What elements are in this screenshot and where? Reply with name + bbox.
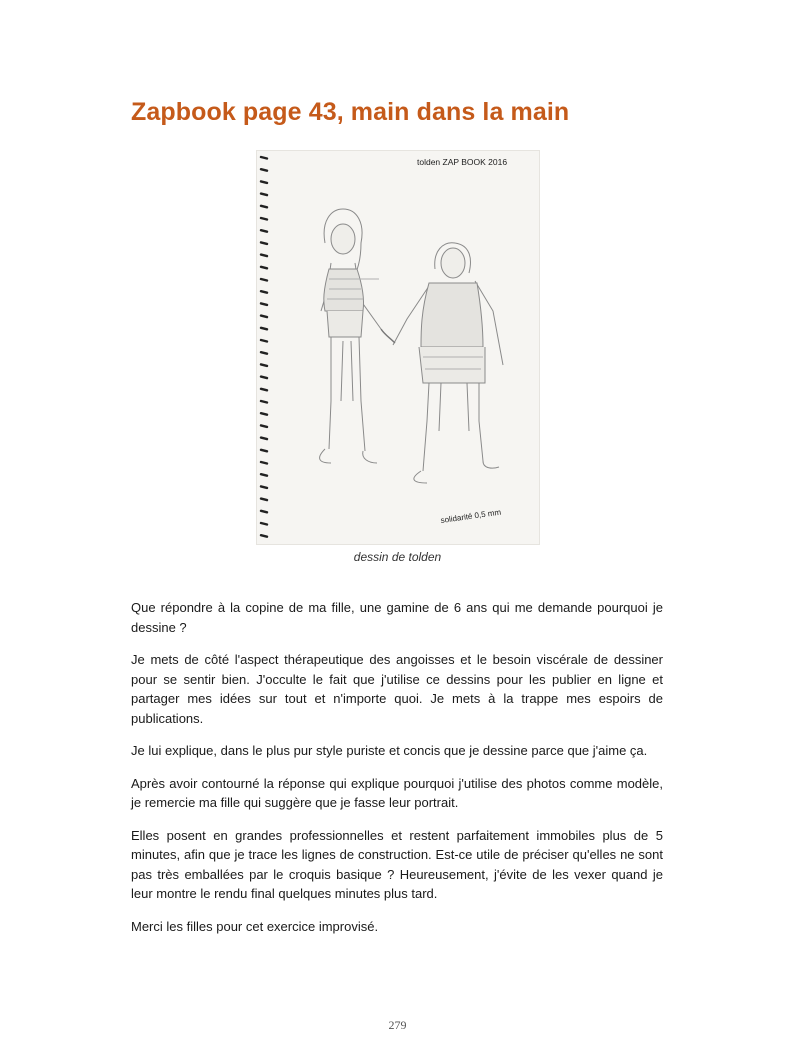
spiral-ring: [261, 474, 267, 476]
paragraph: Que répondre à la copine de ma fille, une gamine de 6 ans qui me demande pourquoi je dessine ?: [131, 600, 663, 635]
spiral-ring: [261, 157, 267, 159]
right-girl-figure: [393, 243, 503, 483]
spiral-ring: [261, 169, 267, 171]
figure-caption: dessin de tolden: [353, 550, 442, 564]
spiral-ring: [261, 535, 267, 537]
spiral-ring: [261, 413, 267, 415]
paragraph: Elles posent en grandes professionnelles et restent parfaitement immobiles plus de 5 minutes, afin que je trace les lignes de construction. Est-ce utile de préciser qu'elles ne sont pas très emballées par le croquis basique ? Heureusement, j'évite de les vexer quand je leur montre le rendu final quelques minutes plus tard.: [131, 827, 663, 901]
spiral-ring: [261, 206, 267, 208]
sketch-illustration: [256, 150, 540, 545]
spiral-ring: [261, 328, 267, 330]
spiral-ring: [261, 364, 267, 366]
spiral-ring: [261, 523, 267, 525]
spiral-ring: [261, 218, 267, 220]
spiral-ring: [261, 267, 267, 269]
spiral-ring: [261, 438, 267, 440]
paragraph: Je mets de côté l'aspect thérapeutique des angoisses et le besoin viscérale de dessiner pour se sentir bien. J'occulte le fait que j'utilise ce dessins pour les publier en ligne et partager mes idées sur tout et n'importe quoi. Je mets à la trappe mes espoirs de publications.: [131, 652, 663, 726]
spiral-ring: [261, 242, 267, 244]
spiral-ring: [261, 389, 267, 391]
spiral-ring: [261, 316, 267, 318]
page-number: 279: [388, 1018, 407, 1032]
spiral-ring: [261, 194, 267, 196]
spiral-ring: [261, 499, 267, 501]
article-body: [131, 598, 663, 949]
sketchbook-header: tolden ZAP BOOK 2016: [417, 157, 508, 167]
paragraph: Je lui explique, dans le plus pur style puriste et concis que je dessine parce que j'aime ça.: [131, 743, 648, 758]
spiral-ring: [261, 511, 267, 513]
spiral-ring: [261, 401, 267, 403]
spiral-ring: [261, 462, 267, 464]
spiral-ring: [261, 340, 267, 342]
left-girl-figure: [320, 209, 381, 463]
spiral-ring: [261, 230, 267, 232]
spiral-binding: [261, 157, 267, 537]
paragraph: Merci les filles pour cet exercice improvisé.: [131, 918, 379, 934]
holding-hands: [381, 329, 395, 343]
spiral-ring: [261, 377, 267, 379]
spiral-ring: [261, 425, 267, 427]
spiral-ring: [261, 291, 267, 293]
spiral-ring: [261, 303, 267, 305]
spiral-ring: [261, 255, 267, 257]
spiral-ring: [261, 352, 267, 354]
page-title: Zapbook page 43, main dans la main: [131, 98, 570, 126]
pencil-sketch-two-girls: [257, 151, 539, 544]
sketch-signature: solidarité 0,5 mm: [440, 507, 502, 525]
spiral-ring: [261, 486, 267, 488]
spiral-ring: [261, 181, 267, 183]
spiral-ring: [261, 279, 267, 281]
spiral-ring: [261, 450, 267, 452]
paragraph: Après avoir contourné la réponse qui explique pourquoi j'utilise des photos comme modèle, je remercie ma fille qui suggère que je fasse leur portrait.: [131, 775, 663, 810]
